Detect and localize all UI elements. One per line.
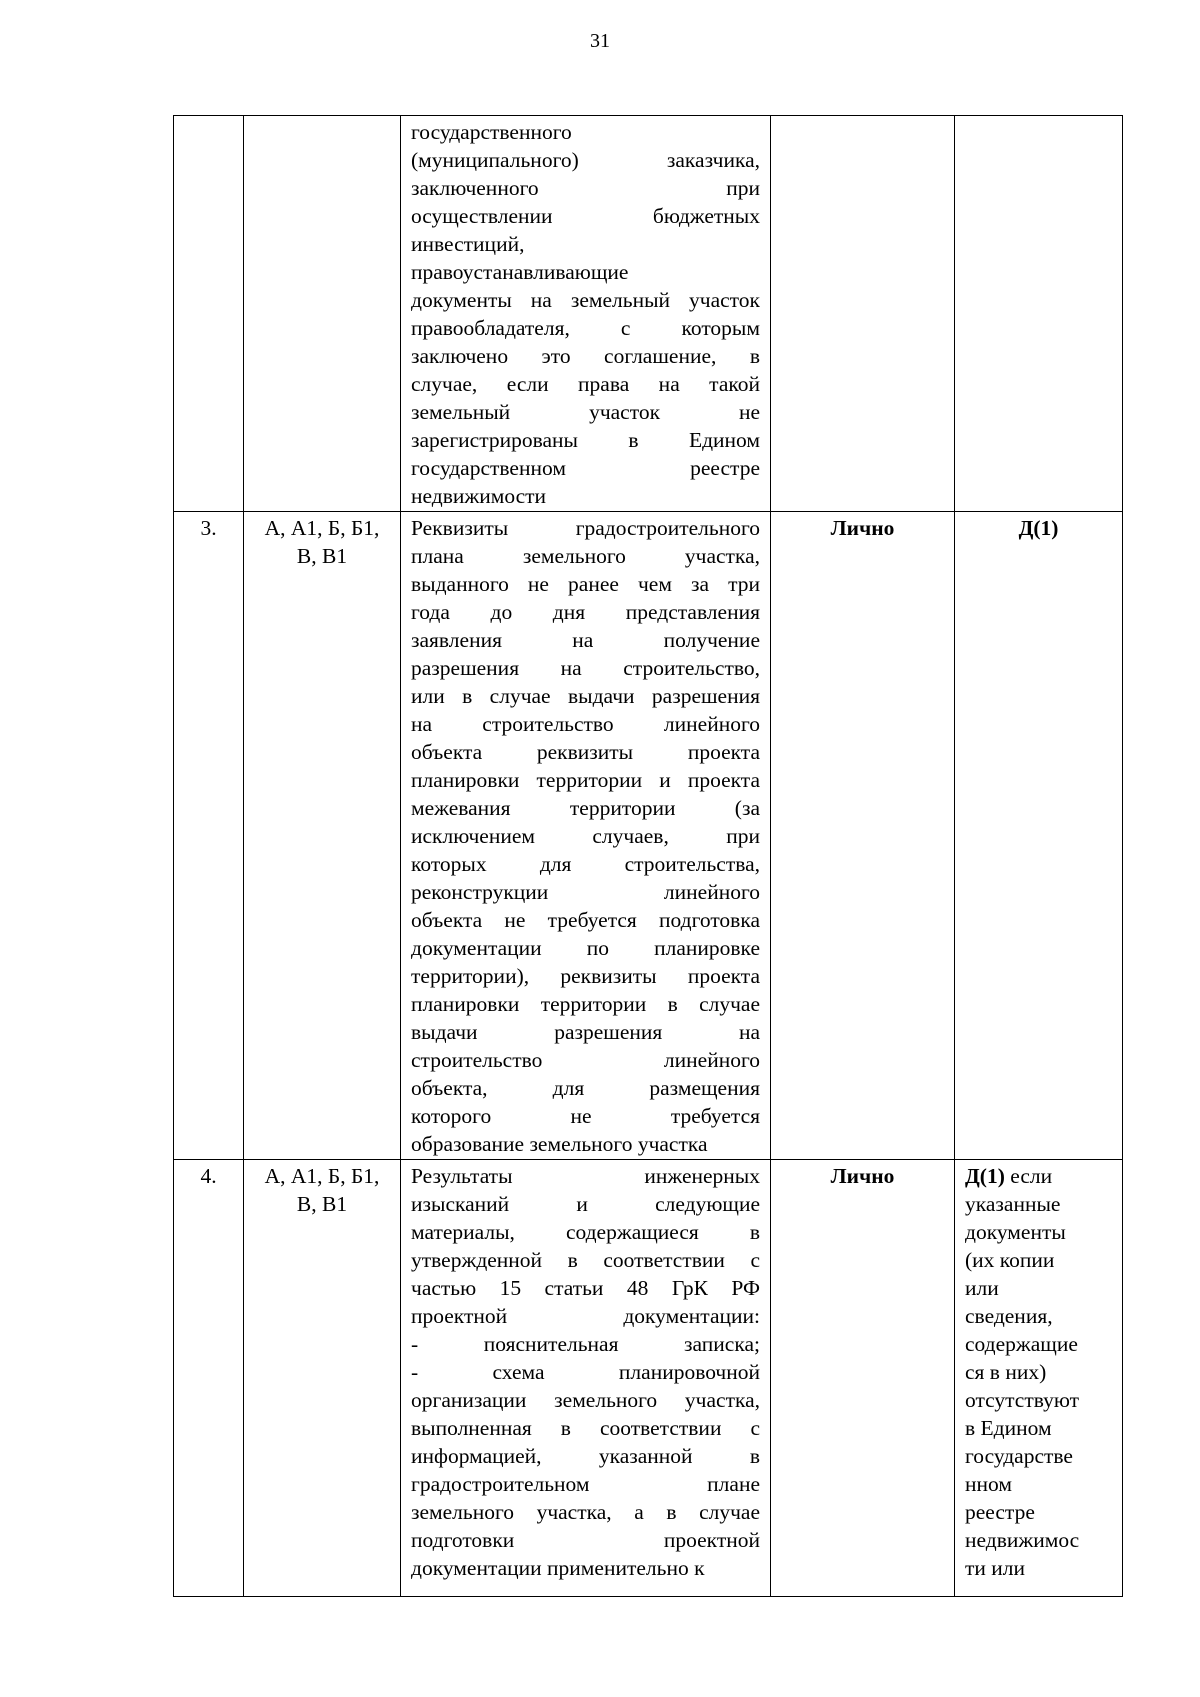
document-text-line: (муниципального) заказчика,: [411, 148, 760, 172]
document-text-line: информацией, указанной в: [411, 1444, 760, 1468]
document-text-line: планировки территории и проекта: [411, 768, 760, 792]
document-text-line: объекта, для размещения: [411, 1076, 760, 1100]
category-line: В, В1: [296, 1192, 348, 1216]
document-text-line: заявления на получение: [411, 628, 760, 652]
document-text-line: которых для строительства,: [411, 852, 760, 876]
document-text-line: выданного не ранее чем за три: [411, 572, 760, 596]
row-number: 3.: [200, 516, 217, 540]
document-type-text: сведения,: [965, 1304, 1053, 1328]
document-text-line: земельного участка, а в случае: [411, 1500, 760, 1524]
submission-method-cell: [771, 512, 955, 1160]
document-text-line: или в случае выдачи разрешения: [411, 684, 760, 708]
document-text-line: планировки территории в случае: [411, 992, 760, 1016]
document-text-line: проектной документации:: [411, 1304, 760, 1328]
table-row: [174, 512, 1123, 1160]
document-text-line: недвижимости: [411, 484, 547, 508]
document-text-line: частью 15 статьи 48 ГрК РФ: [411, 1276, 760, 1300]
document-description-cell: [401, 1160, 771, 1597]
document-text-line: территории), реквизиты проекта: [411, 964, 760, 988]
document-type-text: если: [1004, 1164, 1053, 1188]
row-number-cell: [174, 1160, 244, 1597]
document-text-line: документации применительно к: [411, 1556, 705, 1580]
document-text-line: инвестиций,: [411, 232, 525, 256]
document-type-text: документы: [965, 1220, 1066, 1244]
document-type-line: [965, 1162, 1112, 1190]
document-type-text: недвижимос: [965, 1528, 1080, 1552]
submission-method: Лично: [830, 516, 895, 540]
document-type-text: ся в них): [965, 1360, 1047, 1384]
document-text-line: градостроительном плане: [411, 1472, 760, 1496]
document-text-line: правоустанавливающие: [411, 260, 629, 284]
document-text-line: объекта не требуется подготовка: [411, 908, 760, 932]
document-text-line: Реквизиты градостроительного: [411, 516, 760, 540]
document-text-line: государственного: [411, 120, 572, 144]
document-text-line: заключено это соглашение, в: [411, 344, 760, 368]
document-text-line: реконструкции линейного: [411, 880, 760, 904]
document-text-line: - схема планировочной: [411, 1360, 760, 1384]
document-type-text: указанные: [965, 1192, 1061, 1216]
categories-cell: [244, 116, 401, 512]
document-description-cell: [401, 116, 771, 512]
category-line: А, А1, Б, Б1,: [264, 1164, 380, 1188]
document-type-text: (их копии: [965, 1248, 1055, 1272]
document-text-line: правообладателя, с которым: [411, 316, 760, 340]
row-number-cell: [174, 512, 244, 1160]
category-line: В, В1: [296, 544, 348, 568]
row-number: 4.: [200, 1164, 217, 1188]
category-line: А, А1, Б, Б1,: [264, 516, 380, 540]
document-type-text: в Едином: [965, 1416, 1052, 1440]
document-type-cell: [955, 512, 1123, 1160]
document-text-line: земельный участок не: [411, 400, 760, 424]
document-text-line: - пояснительная записка;: [411, 1332, 760, 1356]
document-text-line: Результаты инженерных: [411, 1164, 760, 1188]
document-text-line: выдачи разрешения на: [411, 1020, 760, 1044]
row-number-cell: [174, 116, 244, 512]
document-type-text: нном: [965, 1472, 1012, 1496]
table-row: [174, 1160, 1123, 1597]
document-text-line: на строительство линейного: [411, 712, 760, 736]
document-text-line: организации земельного участка,: [411, 1388, 760, 1412]
document-text-line: объекта реквизиты проекта: [411, 740, 760, 764]
document-text-line: строительство линейного: [411, 1048, 760, 1072]
document-type-code: Д(1): [1018, 516, 1059, 540]
document-text-line: изысканий и следующие: [411, 1192, 760, 1216]
document-text-line: осуществлении бюджетных: [411, 204, 760, 228]
document-text-line: заключенного при: [411, 176, 760, 200]
document-text-line: образование земельного участка: [411, 1132, 708, 1156]
document-type-code: Д(1): [965, 1164, 1005, 1188]
document-text-line: документации по планировке: [411, 936, 760, 960]
document-type-text: реестре: [965, 1500, 1035, 1524]
document-text-line: случае, если права на такой: [411, 372, 760, 396]
document-text-line: зарегистрированы в Едином: [411, 428, 760, 452]
document-type-cell: [955, 1160, 1123, 1597]
document-text-line: года до дня представления: [411, 600, 760, 624]
documents-table: [173, 115, 1123, 1597]
document-text-line: исключением случаев, при: [411, 824, 760, 848]
submission-method: Лично: [830, 1164, 895, 1188]
document-text-line: материалы, содержащиеся в: [411, 1220, 760, 1244]
submission-method-cell: [771, 116, 955, 512]
document-text-line: утвержденной в соответствии с: [411, 1248, 760, 1272]
document-type-text: ти или: [965, 1556, 1026, 1580]
page-number: 31: [590, 30, 610, 52]
categories-cell: [244, 512, 401, 1160]
document-description-cell: [401, 512, 771, 1160]
document-text-line: документы на земельный участок: [411, 288, 760, 312]
table-row: [174, 116, 1123, 512]
document-type-text: отсутствуют: [965, 1388, 1080, 1412]
document-text-line: которого не требуется: [411, 1104, 760, 1128]
categories-cell: [244, 1160, 401, 1597]
document-text-line: выполненная в соответствии с: [411, 1416, 760, 1440]
document-text-line: подготовки проектной: [411, 1528, 760, 1552]
document-type-text: содержащие: [965, 1332, 1078, 1356]
document-text-line: плана земельного участка,: [411, 544, 760, 568]
submission-method-cell: [771, 1160, 955, 1597]
document-text-line: межевания территории (за: [411, 796, 760, 820]
document-type-cell: [955, 116, 1123, 512]
document-text-line: государственном реестре: [411, 456, 760, 480]
document-type-text: или: [965, 1276, 999, 1300]
document-type-text: государстве: [965, 1444, 1073, 1468]
document-text-line: разрешения на строительство,: [411, 656, 760, 680]
